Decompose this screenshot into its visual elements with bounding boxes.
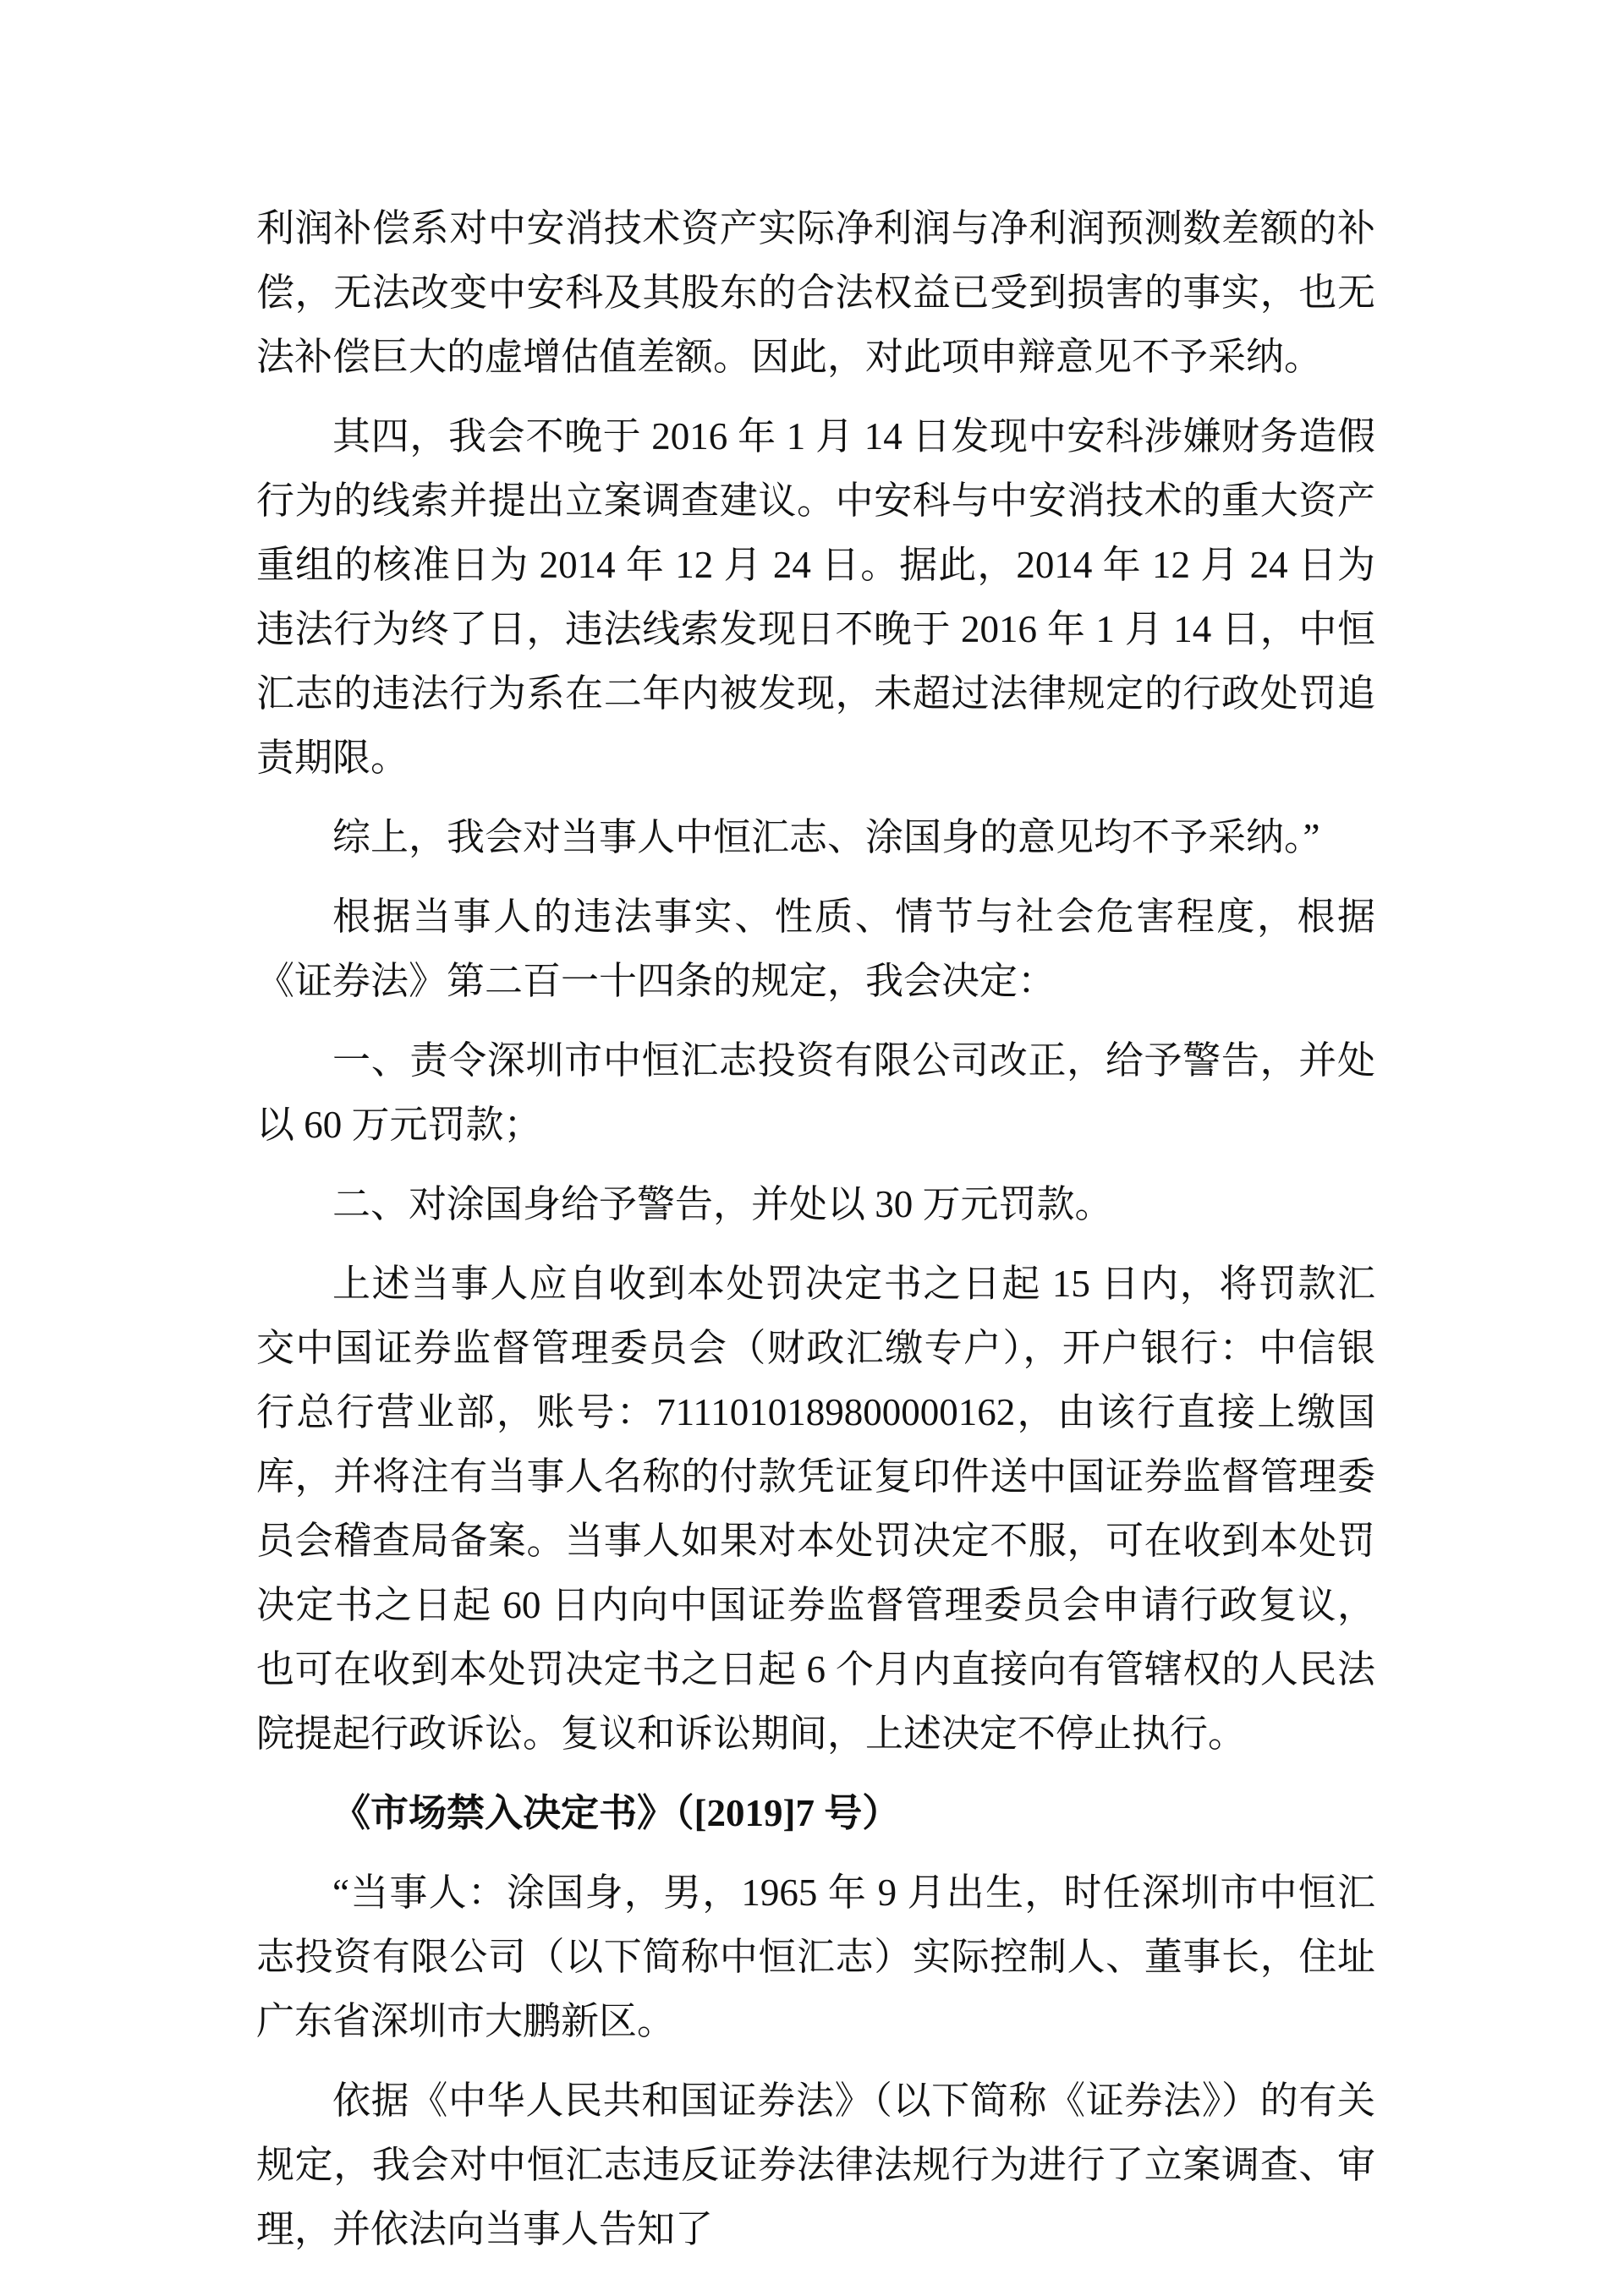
paragraph-decision-item-1: 一、责令深圳市中恒汇志投资有限公司改正，给予警告，并处以 60 万元罚款； (256, 1039, 1375, 1146)
paragraph-profit-compensation: 利润补偿系对中安消技术资产实际净利润与净利润预测数差额的补偿，无法改变中安科及其股东的合法权益已受到损害的事实，也无法补偿巨大的虚增估值差额。因此，对此项申辩意见不予采纳。 (256, 207, 1375, 378)
paragraph-payment-instructions: 上述当事人应自收到本处罚决定书之日起 15 日内，将罚款汇交中国证券监督管理委员会（财政汇缴专户），开户银行：中信银行总行营业部，账号：7111010189800000162，由该行直接上缴国库，并将注有当事人名称的付款凭证复印件送中国证券监督管理委员会稽查局备案。当事人如果对本处罚决定不服，可在收到本处罚决定书之日起 60 日内向中国证券监督管理委员会申请行政复议，也可在收到本处罚决定书之日起 6 个月内直接向有管辖权的人民法院提起行政诉讼。复议和诉讼期间，上述决定不停止执行。 (256, 1263, 1375, 1755)
section-heading-market-ban: 《市场禁入决定书》（[2019]7 号） (332, 1792, 901, 1834)
paragraph-conclusion: 综上，我会对当事人中恒汇志、涂国身的意见均不予采纳。” (332, 816, 1320, 858)
paragraph-decision-item-2: 二、对涂国身给予警告，并处以 30 万元罚款。 (332, 1183, 1113, 1225)
paragraph-decision-basis: 根据当事人的违法事实、性质、情节与社会危害程度，根据《证券法》第二百一十四条的规定，我会决定： (256, 896, 1375, 1002)
paragraph-party-info: “当事人：涂国身，男，1965 年 9 月出生，时任深圳市中恒汇志投资有限公司（以下简称中恒汇志）实际控制人、董事长，住址广东省深圳市大鹏新区。 (256, 1871, 1375, 2042)
document-page (256, 196, 1375, 2277)
paragraph-point-four: 其四，我会不晚于 2016 年 1 月 14 日发现中安科涉嫌财务造假行为的线索并提出立案调查建议。中安科与中安消技术的重大资产重组的核准日为 2014 年 12 月 24 日。据此，2014 年 12 月 24 日为违法行为终了日，违法线索发现日不晚于 2016 年 1 月 14 日，中恒汇志的违法行为系在二年内被发现，未超过法律规定的行政处罚追责期限。 (256, 415, 1375, 779)
paragraph-legal-basis: 依据《中华人民共和国证券法》（以下简称《证券法》）的有关规定，我会对中恒汇志违反证券法律法规行为进行了立案调查、审理，并依法向当事人告知了 (256, 2080, 1375, 2250)
